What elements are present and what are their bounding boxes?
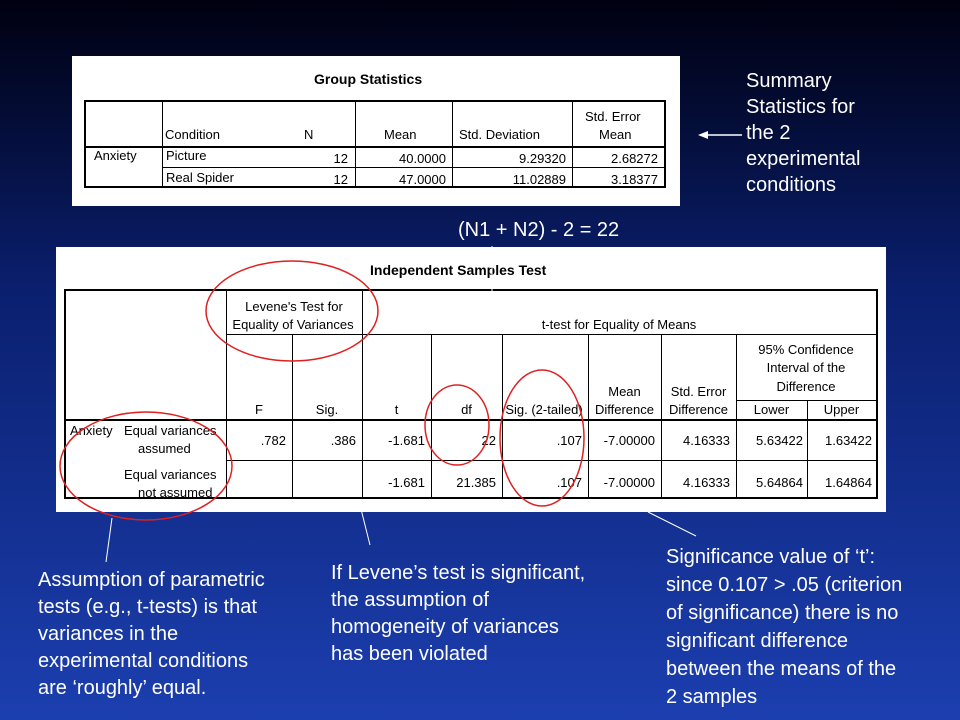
levene-line-3: homogeneity of variances: [331, 616, 559, 638]
independent-samples-title: Independent Samples Test: [370, 262, 547, 278]
levene-line-4: has been violated: [331, 643, 488, 665]
sig-line-6: 2 samples: [666, 686, 758, 708]
row-n: 12: [333, 172, 348, 187]
row-label-1a: Equal variances: [124, 423, 217, 438]
summary-line-4: experimental: [746, 148, 861, 170]
sig-line-4: significant difference: [666, 630, 848, 652]
levene-line-2: the assumption of: [331, 589, 489, 611]
summary-line-5: conditions: [746, 174, 837, 196]
col-f: F: [255, 402, 263, 417]
assumption-line-5: are ‘roughly’ equal.: [38, 677, 207, 699]
row-label-2b: not assumed: [138, 485, 213, 500]
value-mean-diff: -7.00000: [603, 433, 655, 448]
row-std-err: 3.18377: [611, 172, 658, 187]
value-upper: 1.63422: [825, 433, 872, 448]
variable-label: Anxiety: [94, 148, 137, 163]
value-sig-2tailed: .107: [556, 433, 582, 448]
value-std-err-diff: 4.16333: [683, 433, 730, 448]
header-n: N: [304, 127, 314, 142]
significance-pointer-line: [648, 512, 696, 536]
row-condition: Real Spider: [166, 170, 234, 185]
summary-line-1: Summary: [746, 70, 832, 92]
value-lower: 5.63422: [756, 433, 803, 448]
ci-header-1: 95% Confidence: [758, 342, 854, 357]
assumption-line-3: variances in the: [38, 623, 179, 645]
row-condition: Picture: [166, 148, 207, 163]
summary-callout: [746, 68, 861, 198]
col-sig-2tailed: Sig. (2-tailed): [505, 402, 583, 417]
col-sig: Sig.: [315, 402, 339, 417]
col-std-err-diff-1: Std. Error: [670, 384, 727, 399]
col-t: t: [394, 402, 399, 417]
group-statistics-title: Group Statistics: [314, 71, 423, 87]
value-t: -1.681: [388, 433, 425, 448]
group-statistics-panel: [72, 56, 680, 206]
sig-line-2: since 0.107 > .05 (criterion: [666, 574, 903, 596]
value-t: -1.681: [388, 475, 425, 490]
header-mean: Mean: [384, 127, 417, 142]
value-upper: 1.64864: [825, 475, 872, 490]
col-mean-diff-2: Difference: [594, 402, 654, 417]
row-std-err: 2.68272: [611, 151, 658, 166]
value-sig: .386: [330, 433, 356, 448]
value-std-err-diff: 4.16333: [683, 475, 730, 490]
assumption-line-1: Assumption of parametric: [38, 569, 265, 591]
ttest-header: t-test for Equality of Means: [541, 317, 697, 332]
summary-line-3: the 2: [746, 122, 791, 144]
value-lower: 5.64864: [756, 475, 803, 490]
summary-line-2: Statistics for: [746, 96, 855, 118]
row-n: 12: [333, 151, 348, 166]
assumption-callout: [38, 567, 265, 702]
header-std-err-2: Mean: [599, 127, 632, 142]
value-df: 22: [481, 433, 496, 448]
sig-line-1: Significance value of ‘t’:: [666, 546, 876, 568]
ci-header-2: Interval of the: [766, 360, 846, 375]
summary-arrow-icon: [698, 131, 742, 139]
row-label-2a: Equal variances: [124, 467, 217, 482]
levene-header-1: Levene's Test for: [245, 299, 343, 314]
independent-samples-panel: [56, 247, 886, 512]
levene-line-1: If Levene’s test is significant,: [331, 562, 586, 584]
col-mean-diff-1: Mean: [608, 384, 641, 399]
ci-header-3: Difference: [776, 379, 836, 394]
row-mean: 40.0000: [399, 151, 446, 166]
df-formula: (N1 + N2) - 2 = 22: [458, 219, 620, 241]
levene-header-2: Equality of Variances: [232, 317, 354, 332]
row-label-1b: assumed: [138, 441, 191, 456]
row-std-dev: 11.02889: [512, 172, 566, 187]
assumption-line-4: experimental conditions: [38, 650, 249, 672]
header-std-dev: Std. Deviation: [459, 127, 540, 142]
header-std-err-1: Std. Error: [585, 109, 641, 124]
variable-label: Anxiety: [70, 423, 113, 438]
assumption-line-2: tests (e.g., t-tests) is that: [38, 596, 257, 618]
value-df: 21.385: [456, 475, 496, 490]
col-lower: Lower: [753, 402, 790, 417]
row-std-dev: 9.29320: [519, 151, 566, 166]
value-mean-diff: -7.00000: [603, 475, 655, 490]
levene-callout: [331, 560, 585, 668]
col-std-err-diff-2: Difference: [668, 402, 728, 417]
col-upper: Upper: [823, 402, 860, 417]
row-mean: 47.0000: [399, 172, 446, 187]
sig-line-5: between the means of the: [666, 658, 897, 680]
value-sig-2tailed: .107: [556, 475, 582, 490]
col-df: df: [461, 402, 472, 417]
value-f: .782: [260, 433, 286, 448]
header-condition: Condition: [165, 127, 220, 142]
sig-line-3: of significance) there is no: [666, 602, 899, 624]
assumption-pointer-line: [106, 518, 112, 562]
significance-callout: [666, 543, 902, 711]
